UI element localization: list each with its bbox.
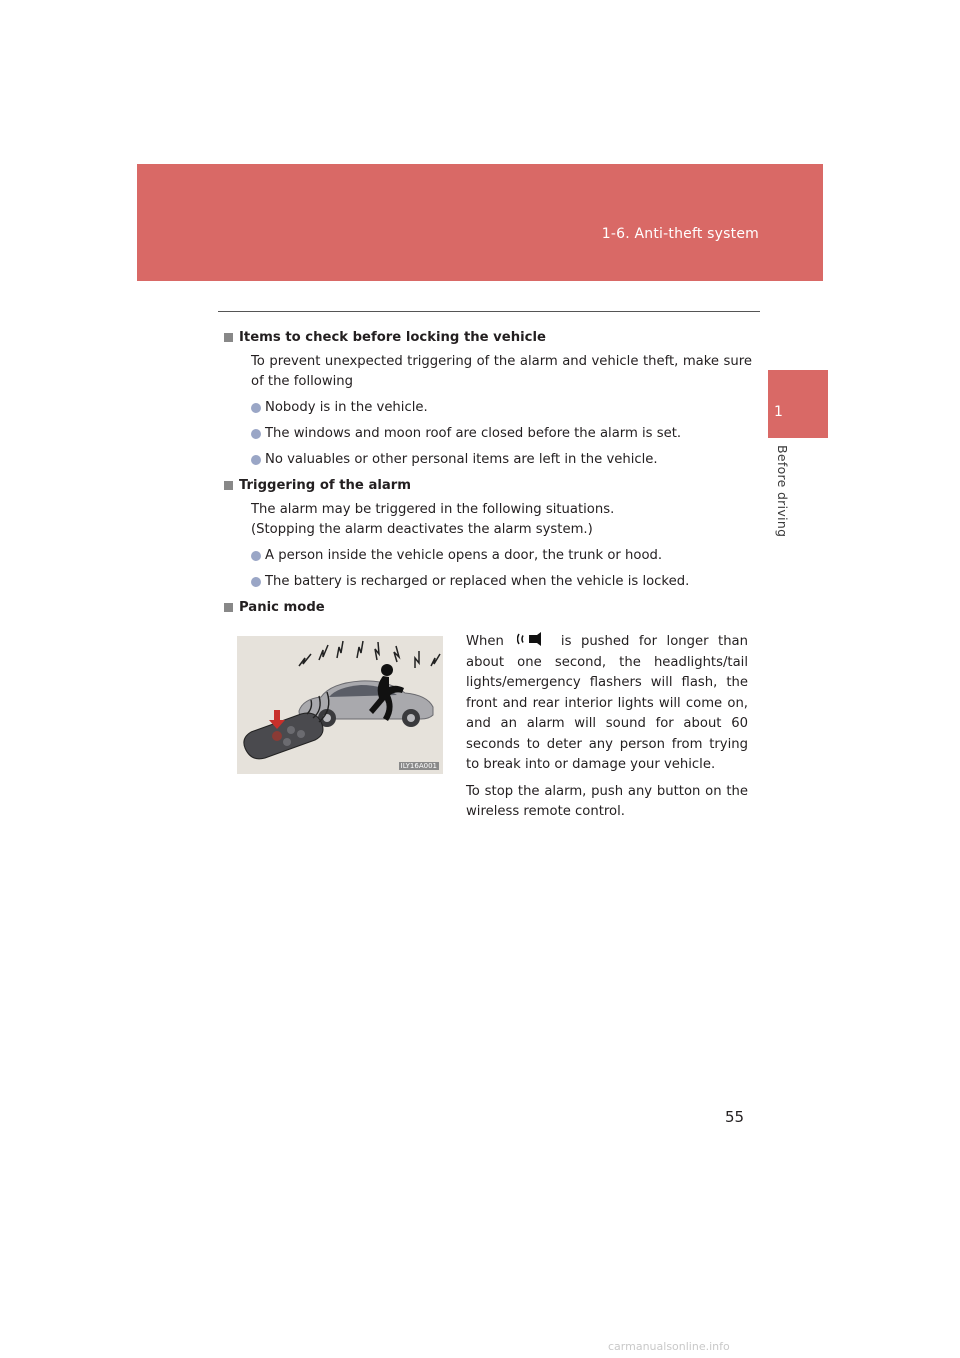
list-item-text: Nobody is in the vehicle.: [265, 400, 428, 415]
heading-text: Items to check before locking the vehicle: [239, 330, 546, 345]
chapter-number: 1: [774, 404, 783, 420]
panic-mode-illustration: [237, 636, 443, 774]
list-item-text: The windows and moon roof are closed before the alarm is set.: [265, 426, 682, 441]
bullet-dot-icon: [251, 455, 261, 465]
section-heading: [222, 598, 752, 618]
section-title: 1-6. Anti-theft system: [601, 226, 759, 242]
square-bullet-icon: [224, 333, 233, 342]
square-bullet-icon: [224, 481, 233, 490]
section-panic-mode: [222, 598, 752, 618]
figure-code: ILY16A001: [400, 762, 437, 770]
section-items-to-check: [222, 328, 752, 470]
list-item-text: The battery is recharged or replaced when the vehicle is locked.: [265, 574, 690, 589]
paragraph: To stop the alarm, push any button on the wireless remote control.: [466, 783, 748, 819]
main-content: [222, 328, 752, 624]
list-item: [251, 572, 752, 592]
section-heading: [222, 328, 752, 348]
paragraph: The alarm may be triggered in the following situations.: [251, 502, 615, 517]
chapter-label: Before driving: [775, 445, 790, 538]
list-item: [251, 450, 752, 470]
list-item-text: A person inside the vehicle opens a door, the trunk or hood.: [265, 548, 663, 563]
paragraph: To prevent unexpected triggering of the alarm and vehicle theft, make sure of the following: [251, 354, 752, 389]
page-number: 55: [725, 1108, 745, 1126]
bullet-dot-icon: [251, 429, 261, 439]
list-item: [251, 424, 752, 444]
list-item: [251, 398, 752, 418]
panic-button-icon: [517, 632, 547, 646]
bullet-dot-icon: [251, 577, 261, 587]
panic-mode-description: [466, 632, 748, 829]
list-item: [251, 546, 752, 566]
watermark: carmanualsonline.info: [608, 1340, 730, 1353]
heading-text: Triggering of the alarm: [239, 478, 412, 493]
bullet-dot-icon: [251, 551, 261, 561]
paragraph-text: When: [466, 634, 504, 649]
divider: [218, 311, 760, 312]
list-item-text: No valuables or other personal items are left in the vehicle.: [265, 452, 658, 467]
paragraph-text: is pushed for longer than about one second, the headlights/tail lights/emergency flashers will flash, the front and rear interior lights will come on, and an alarm will sound for about 60 seconds to deter any person from trying to break into or damage your vehicle.: [466, 634, 748, 772]
section-heading: [222, 476, 752, 496]
paragraph: (Stopping the alarm deactivates the alarm system.): [251, 522, 593, 537]
heading-text: Panic mode: [239, 600, 325, 615]
paragraph: [466, 632, 748, 776]
section-triggering: [222, 476, 752, 592]
header-band: [137, 164, 823, 281]
bullet-dot-icon: [251, 403, 261, 413]
square-bullet-icon: [224, 603, 233, 612]
car-alarm-illustration: [237, 636, 443, 774]
